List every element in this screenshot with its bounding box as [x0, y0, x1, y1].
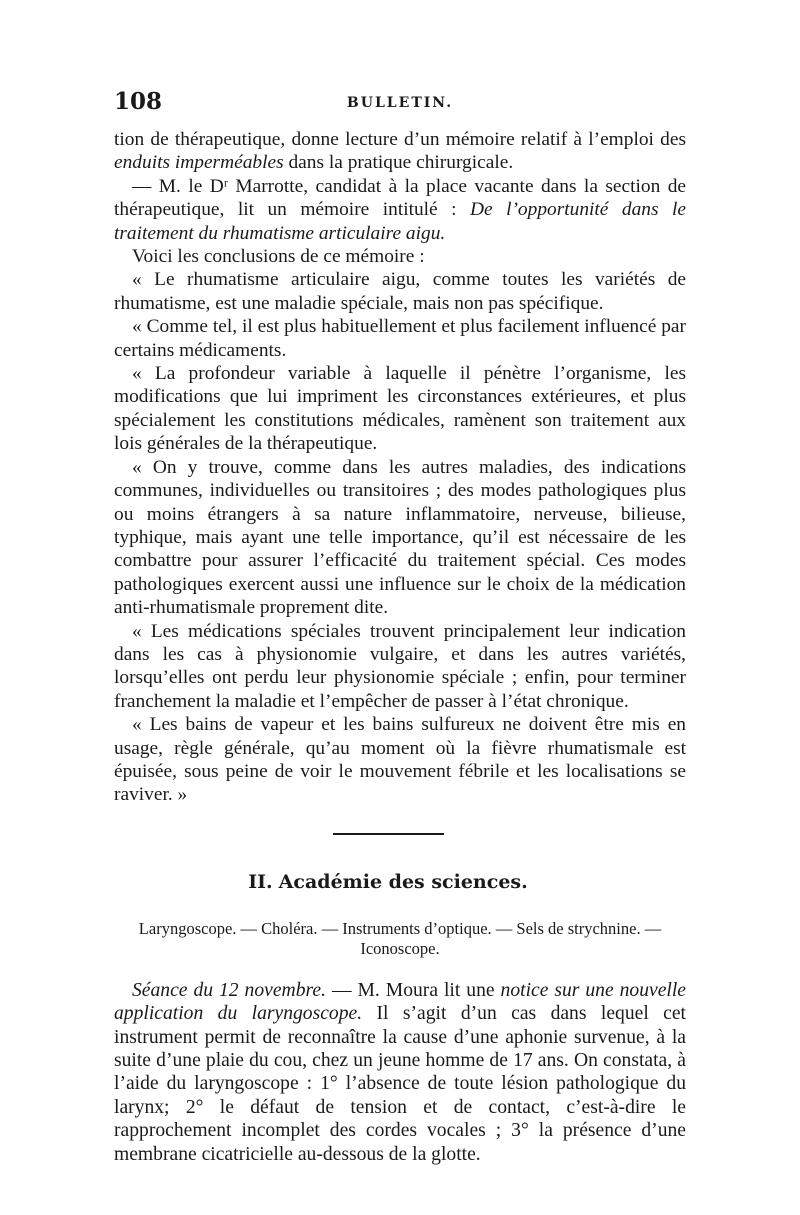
article-body [114, 128, 686, 807]
section-heading [102, 871, 674, 893]
paragraph: tion de thérapeutique, donne lecture d’un mémoire relatif à l’emploi des enduits imperméables dans la pratique chirurgicale. [114, 129, 686, 174]
paragraph: Voici les conclusions de ce mémoire : [132, 246, 425, 268]
paragraph: « Le rhumatisme articulaire aigu, comme toutes les variétés de rhumatisme, est une maladie spéciale, mais non pas spécifique. [114, 269, 686, 314]
seance-date: Séance du 12 novembre. [132, 979, 326, 1001]
section-summary: Laryngoscope. — Choléra. — Instruments d’optique. — Sels de strychnine. — Iconoscope. [138, 918, 662, 958]
paragraph: « La profondeur variable à laquelle il pénètre l’organisme, les modifications que lui impriment les circonstances extérieures, et plus spécialement les constitutions médicales, ramènent son traitement aux lois générales de la thérapeutique. [114, 363, 686, 455]
section-number: II. [248, 870, 273, 893]
seance-body [114, 979, 686, 1166]
paragraph: « On y trouve, comme dans les autres maladies, des indications communes, individuelles ou transitoires ; des modes pathologiques plus ou moins étrangers à sa nature inflammatoire, nerveuse, bilieuse, typhique, mais ayant une telle importance, qu’il est nécessaire de les combattre pour assurer l’efficacité du traitement spécial. Ces modes pathologiques exercent aussi une influence sur le choix de la médication anti-rhumatismale proprement dite. [114, 456, 686, 619]
paragraph: « Les médications spéciales trouvent principalement leur indication dans les cas à physionomie vulgaire, et dans les autres variétés, lorsqu’elles ont perdu leur physionomie spéciale ; enfin, pour terminer franchement la maladie et l’empêcher de passer à l’état chronique. [114, 620, 686, 712]
section-divider [333, 833, 444, 835]
paragraph: — M. le Dʳ Marrotte, candidat à la place vacante dans la section de thérapeutique, lit un mémoire intitulé : De l’opportunité dans le traitement du rhumatisme articulaire aigu. [114, 175, 686, 244]
running-head: BULLETIN. [346, 95, 454, 111]
section-title: Académie des sciences. [278, 870, 528, 893]
page-number: 108 [114, 88, 163, 115]
paragraph: « Les bains de vapeur et les bains sulfureux ne doivent être mis en usage, règle générale, qu’au moment où la fièvre rhumatismale est épuisée, sous peine de voir le mouvement fébrile et les localisations se raviver. » [114, 714, 686, 806]
paragraph: « Comme tel, il est plus habituellement et plus facilement influencé par certains médicaments. [114, 316, 686, 361]
page-header [114, 88, 686, 128]
paragraph: Séance du 12 novembre. — M. Moura lit une notice sur une nouvelle application du laryngoscope. Il s’agit d’un cas dans lequel cet instrument permit de reconnaître la cause d’une aphonie survenue, à la suite d’une plaie du cou, chez un jeune homme de 17 ans. On constata, à l’aide du laryngoscope : 1° l’absence de toute lésion pathologique du larynx; 2° le défaut de tension et de contact, c’est-à-dire le rapprochement incomplet des cordes vocales ; 3° la présence d’une membrane cicatricielle au-dessous de la glotte. [114, 979, 686, 1165]
page [114, 88, 686, 1166]
